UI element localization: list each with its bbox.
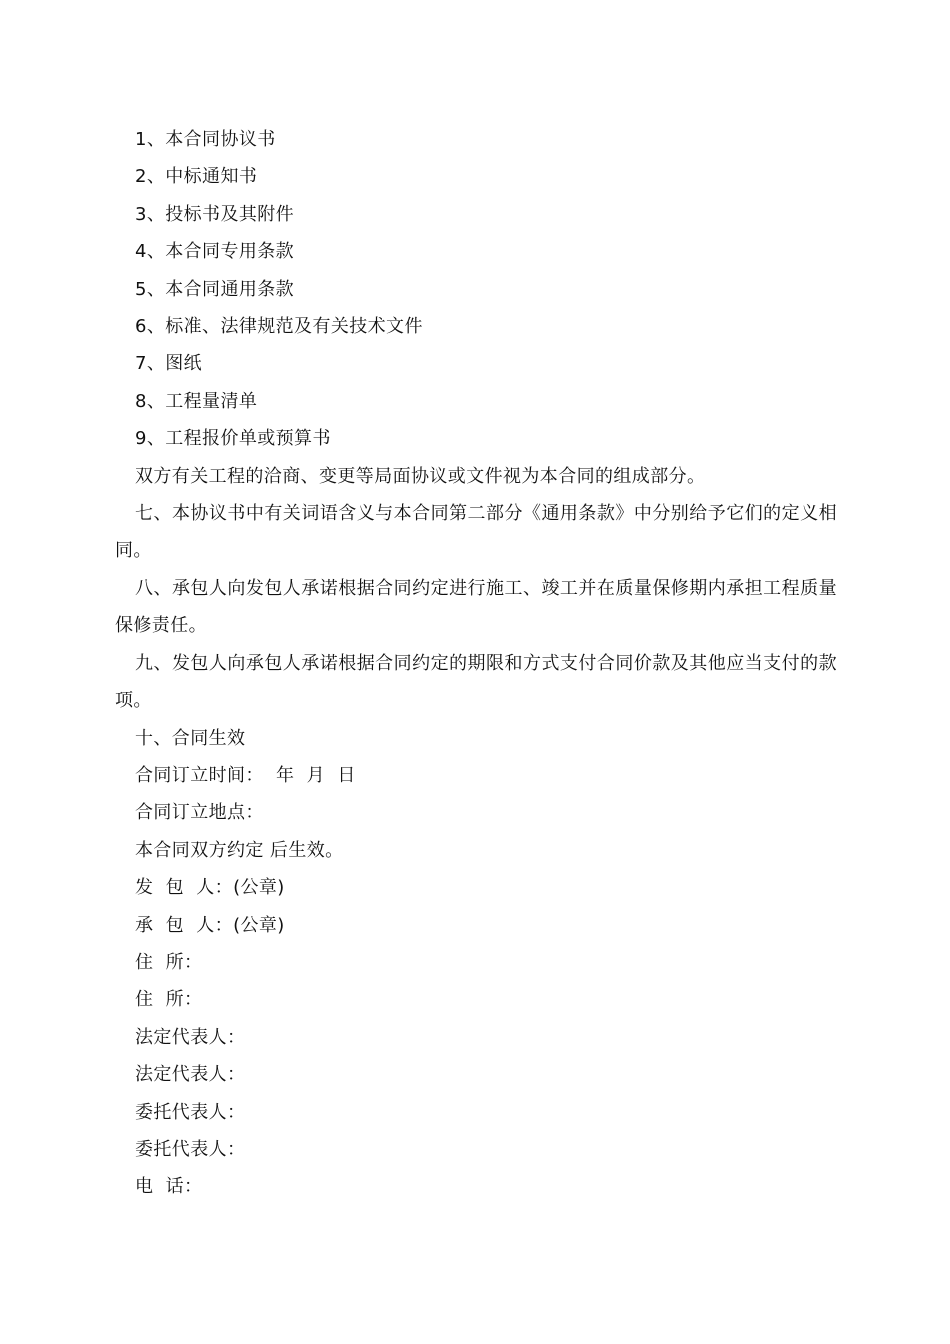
list-item: 2、中标通知书 [135, 166, 258, 188]
phone-label: 电 话： [135, 1176, 203, 1198]
list-item: 1、本合同协议书 [135, 129, 276, 150]
clause-8: 八、承包人向发包人承诺根据合同约定进行施工、竣工并在质量保修期内承担工程质量保修责任。 [115, 577, 837, 637]
list-item: 7、图纸 [135, 353, 203, 375]
components-note: 双方有关工程的洽商、变更等局面协议或文件视为本合同的组成部分。 [135, 465, 706, 487]
employer-authorized-agent: 委托代表人： [135, 1101, 246, 1123]
list-item: 9、工程报价单或预算书 [135, 428, 331, 450]
list-item: 3、投标书及其附件 [135, 203, 295, 225]
list-item: 4、本合同专用条款 [135, 241, 295, 263]
employer-seal: 发 包 人：(公章) [135, 877, 285, 899]
contractor-legal-representative: 法定代表人： [135, 1064, 246, 1086]
signing-time: 合同订立时间： 年 月 日 [135, 764, 356, 786]
clause-10-heading: 十、合同生效 [135, 727, 246, 749]
contractor-seal: 承 包 人：(公章) [135, 914, 285, 936]
employer-address: 住 所： [135, 951, 203, 973]
signing-place: 合同订立地点： [135, 802, 264, 824]
list-item: 6、标准、法律规范及有关技术文件 [135, 316, 423, 338]
contractor-authorized-agent: 委托代表人： [135, 1138, 246, 1160]
document-body [115, 121, 837, 1206]
list-item: 8、工程量清单 [135, 390, 258, 412]
contractor-address: 住 所： [135, 989, 203, 1011]
effective-condition: 本合同双方约定 后生效。 [135, 839, 344, 861]
clause-7: 七、本协议书中有关词语含义与本合同第二部分《通用条款》中分别给予它们的定义相同。 [115, 503, 837, 562]
employer-legal-representative: 法定代表人： [135, 1026, 246, 1048]
list-item: 5、本合同通用条款 [135, 278, 295, 300]
clause-9: 九、发包人向承包人承诺根据合同约定的期限和方式支付合同价款及其他应当支付的款项。 [115, 652, 837, 712]
